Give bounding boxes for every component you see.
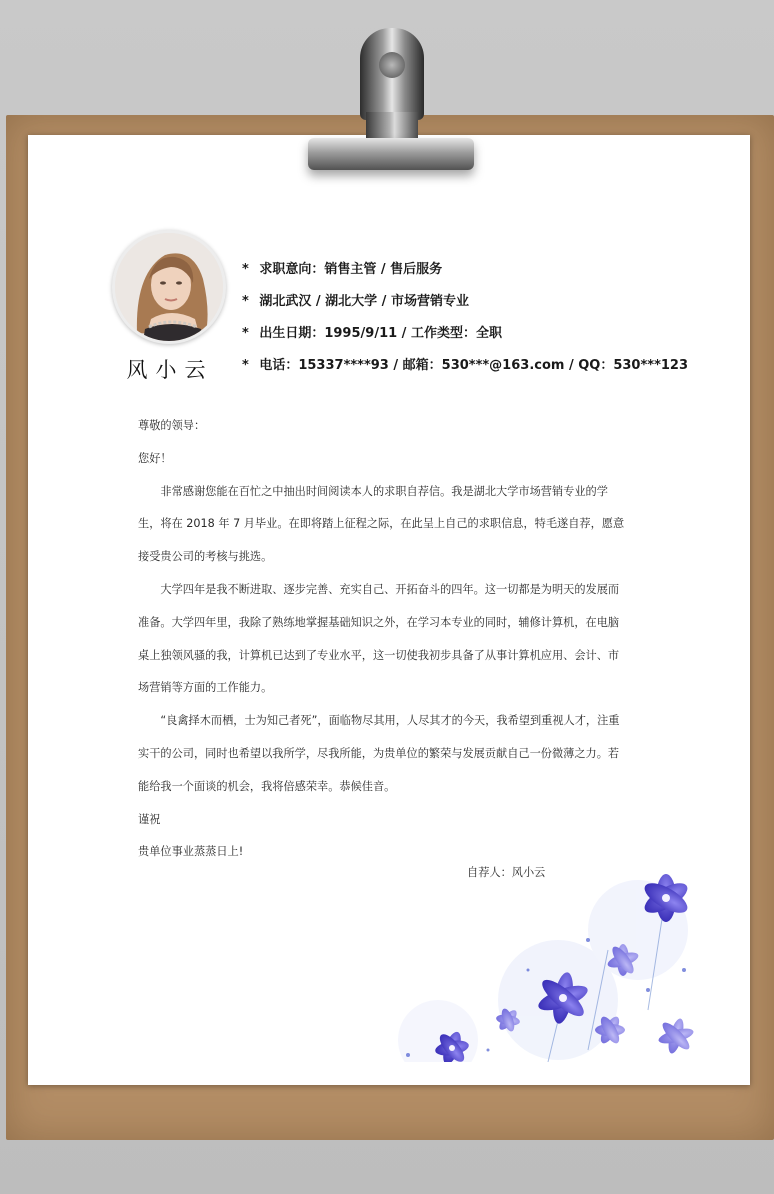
portrait-photo-icon: [115, 233, 223, 341]
info-text: 湖北武汉 / 湖北大学 / 市场营销专业: [259, 294, 469, 309]
cover-letter: [138, 410, 630, 869]
letter-paragraph: “良禽择木而栖，士为知己者死”，面临物尽其用，人尽其才的今天，我希望到重视人才，注重实干的公司，同时也希望以我所学，尽我所能，为贵单位的繁荣与发展贡献自己一份微薄之力。若能给我一个面谈的机会，我将倍感荣幸。恭候佳音。: [138, 714, 620, 793]
letter-greeting: 您好！: [138, 451, 172, 465]
clip-base: [308, 138, 474, 170]
letter-closing: 贵单位事业蒸蒸日上!: [138, 845, 244, 859]
bullet-star-icon: *: [242, 326, 249, 341]
info-location-school: [242, 290, 688, 322]
applicant-name: 风小云: [126, 358, 214, 382]
info-text: 求职意向：销售主管 / 售后服务: [259, 262, 443, 277]
letter-salutation: 尊敬的领导：: [138, 419, 206, 432]
info-birth-worktype: [242, 322, 688, 354]
info-list: [242, 258, 688, 386]
letter-closing: 谨祝: [138, 812, 161, 826]
info-job-intent: [242, 258, 688, 290]
avatar: [112, 230, 226, 344]
info-contact: [242, 354, 688, 386]
info-text: 电话：15337****93 / 邮箱：530***@163.com / QQ：530***123: [259, 358, 689, 373]
watercolor-flowers-icon: [348, 850, 694, 1062]
letter-paragraph: 大学四年是我不断进取、逐步完善、充实自己、开拓奋斗的四年。这一切都是为明天的发展而准备。大学四年里，我除了熟练地掌握基础知识之外，在学习本专业的同时，辅修计算机，在电脑桌上独领风骚的我，计算机已达到了专业水平，这一切使我初步具备了从事计算机应用、会计、市场营销等方面的工作能力。: [138, 582, 620, 695]
info-text: 出生日期：1995/9/11 / 工作类型：全职: [259, 326, 502, 341]
clip-hole: [379, 52, 405, 78]
letter-signature: 自荐人：风小云: [467, 866, 546, 879]
bullet-star-icon: *: [242, 262, 249, 277]
bullet-star-icon: *: [242, 358, 249, 373]
bullet-star-icon: *: [242, 294, 249, 309]
letter-paragraph: 非常感谢您能在百忙之中抽出时间阅读本人的求职自荐信。我是湖北大学市场营销专业的学生，将在 2018 年 7 月毕业。在即将踏上征程之际，在此呈上自己的求职信息，特毛遂自荐，愿意接受贵公司的考核与挑选。: [138, 484, 625, 564]
